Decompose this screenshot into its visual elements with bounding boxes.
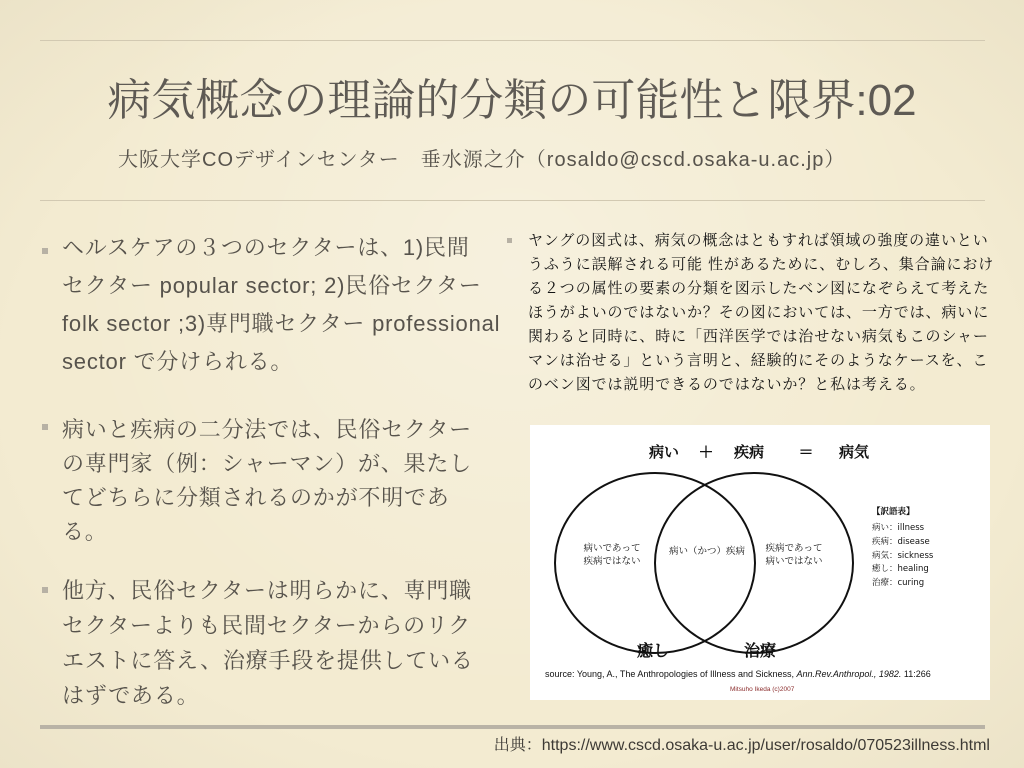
- note-line: うふうに誤解される可能 性があるために、むしろ、集合論におけ: [528, 256, 995, 273]
- glossary-title: 【訳語表】: [872, 507, 915, 517]
- illness-only-line: 病いであって: [583, 543, 641, 554]
- glossary-entry: 疾病：disease: [872, 537, 930, 547]
- venn-diagram-svg: [530, 425, 990, 700]
- bullet-line: る。: [62, 519, 108, 544]
- bullet-line: folk sector ;3)専門職セクター professional: [62, 311, 501, 336]
- note-line: マンは治せる」という言明と、経験的にそのようなケースを、こ: [528, 352, 989, 369]
- top-divider: [40, 40, 985, 41]
- glossary-entry: 病い：illness: [872, 523, 925, 533]
- equation-term-disease: 疾病: [733, 443, 765, 461]
- equation-term-sickness: 病気: [838, 443, 870, 461]
- bullet-line: 他方、民俗セクターは明らかに、専門職: [62, 578, 472, 603]
- source-prefix: source: Young, A., The Anthropologies of Illness and Sickness,: [545, 669, 797, 679]
- bullet-line: セクター popular sector; 2)民俗セクター: [62, 273, 482, 298]
- equation-equals-sign: ＝: [798, 443, 814, 461]
- bullet-line: の専門家（例：シャーマン）が、果たし: [62, 451, 472, 476]
- disease-only-line: 疾病であって: [765, 543, 823, 554]
- bullet-item-folk-sector: [62, 573, 502, 713]
- equation-term-illness: 病い: [648, 443, 680, 461]
- equation-plus-sign: ＋: [698, 443, 714, 461]
- note-line: ヤングの図式は、病気の概念はともすれば領域の強度の違いとい: [528, 232, 989, 249]
- bullet-marker-icon: [42, 248, 48, 254]
- bullet-line: 病いと疾病の二分法では、民俗セクター: [62, 417, 472, 442]
- source-journal: Ann.Rev.Anthropol., 1982.: [796, 669, 902, 679]
- overlap-region-label: 病い（かつ）疾病: [668, 546, 746, 557]
- disease-only-line: 病いではない: [765, 556, 823, 567]
- source-suffix: 11:266: [901, 669, 931, 679]
- bullet-line: はずである。: [62, 683, 200, 708]
- footer-divider: [40, 725, 985, 729]
- bullet-line: エストに答え、治療手段を提供している: [62, 648, 474, 673]
- glossary-entry: 病気：sickness: [872, 551, 934, 561]
- note-marker-icon: [507, 238, 512, 243]
- note-line: る２つの属性の要素の分類を図示したベン図になぞらえて考えた: [528, 280, 990, 297]
- source-footer: 出典：https://www.cscd.osaka-u.ac.jp/user/rosaldo/070523illness.html: [493, 737, 990, 754]
- diagram-credit: Mitsuho Ikeda (c)2007: [730, 686, 795, 693]
- note-line: 関わると同時に、時に「西洋医学では治せない病気もこのシャー: [528, 328, 989, 345]
- source-citation: [545, 669, 931, 679]
- note-paragraph: [528, 229, 998, 397]
- bullet-line: てどちらに分類されるのかが不明であ: [62, 485, 450, 510]
- venn-diagram-figure: [530, 425, 990, 700]
- bullet-line: セクターよりも民間セクターからのリク: [62, 613, 472, 638]
- note-line: のベン図では説明できるのではないか？と私は考える。: [528, 376, 926, 393]
- bullet-marker-icon: [42, 424, 48, 430]
- curing-label: 治療: [743, 641, 777, 660]
- note-line: ほうがよいのではないか？その図においては、一方では、病いに: [528, 304, 990, 321]
- glossary-entry: 治療：curing: [872, 578, 925, 588]
- healing-label: 癒し: [636, 641, 670, 660]
- glossary-entry: 癒し：healing: [872, 564, 929, 574]
- illness-only-line: 疾病ではない: [583, 556, 641, 567]
- bullet-item-dichotomy: [62, 413, 502, 549]
- slide-title: 病気概念の理論的分類の可能性と限界:02: [107, 76, 917, 125]
- slide-subtitle: 大阪大学COデザインセンター 垂水源之介（rosaldo@cscd.osaka-u.ac.jp）: [118, 149, 846, 171]
- bullet-line: ヘルスケアの３つのセクターは、1)民間: [62, 235, 470, 260]
- bullet-item-sectors: [62, 229, 502, 381]
- header-divider: [40, 200, 985, 201]
- bullet-line: sector で分けられる。: [62, 349, 294, 374]
- bullet-marker-icon: [42, 587, 48, 593]
